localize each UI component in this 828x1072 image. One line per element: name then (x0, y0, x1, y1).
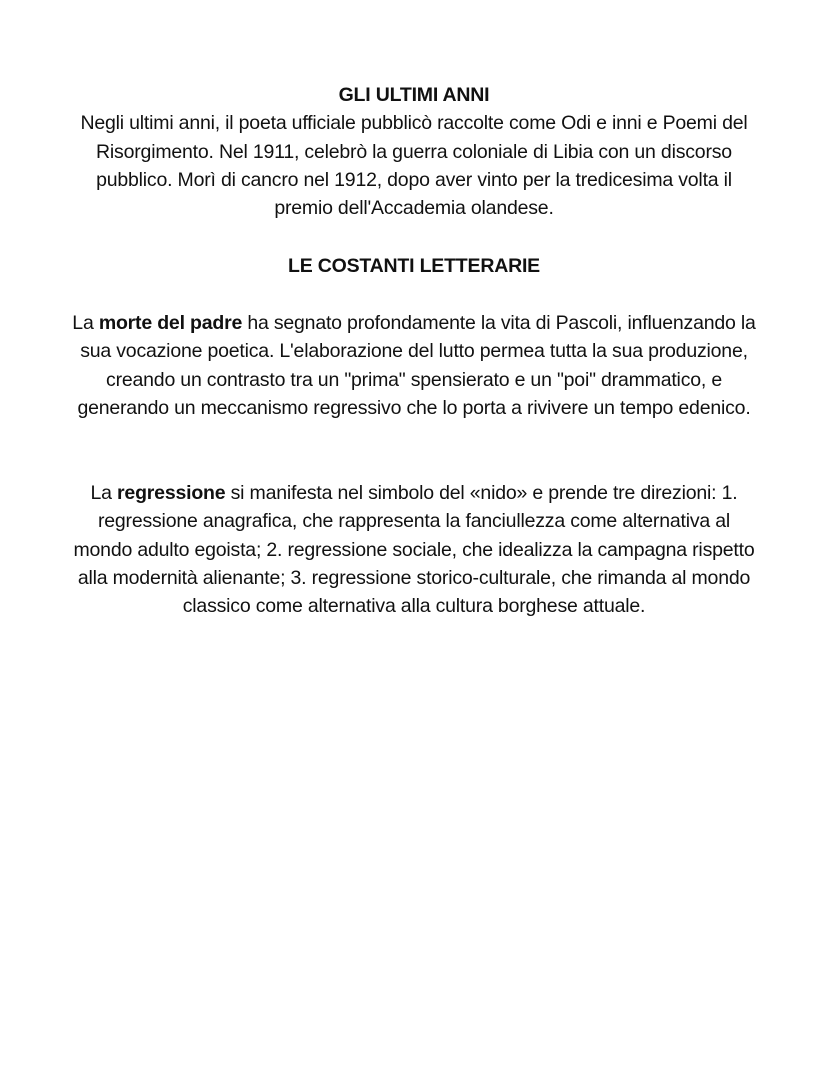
paragraph-prefix: La (72, 312, 99, 334)
section-gli-ultimi-anni (70, 81, 758, 222)
paragraph-prefix: La (90, 482, 118, 504)
paragraph: Negli ultimi anni, il poeta ufficiale pubblicò raccolte come Odi e inni e Poemi del Risorgimento. Nel 1911, celebrò la guerra coloniale di Libia con un discorso pubblico. Morì di cancro nel 1912, dopo aver vinto per la tredicesima volta il premio dell'Accademia olandese. (80, 112, 748, 220)
bold-term: regressione (117, 482, 226, 504)
paragraph-regressione (70, 479, 758, 620)
paragraph-morte-del-padre (70, 309, 758, 422)
bold-term: morte del padre (98, 312, 243, 334)
paragraph-body: si manifesta nel simbolo del «nido» e prende tre direzioni: 1. regressione anagrafica, che rappresenta la fanciullezza come alternativa al mondo adulto egoista; 2. regressione sociale, che idealizza la campagna rispetto alla modernità alienante; 3. regressione storico-culturale, che rimanda al mondo classico come alternativa alla cultura borghese attuale. (73, 482, 755, 618)
section-title: GLI ULTIMI ANNI (338, 84, 490, 106)
paragraph-body: ha segnato profondamente la vita di Pascoli, influenzando la sua vocazione poetica. L'elaborazione del lutto permea tutta la sua produzione, creando un contrasto tra un "prima" spensierato e un "poi" drammatico, e generando un meccanismo regressivo che lo porta a rivivere un tempo edenico. (77, 312, 756, 419)
section-title: LE COSTANTI LETTERARIE (288, 255, 540, 277)
